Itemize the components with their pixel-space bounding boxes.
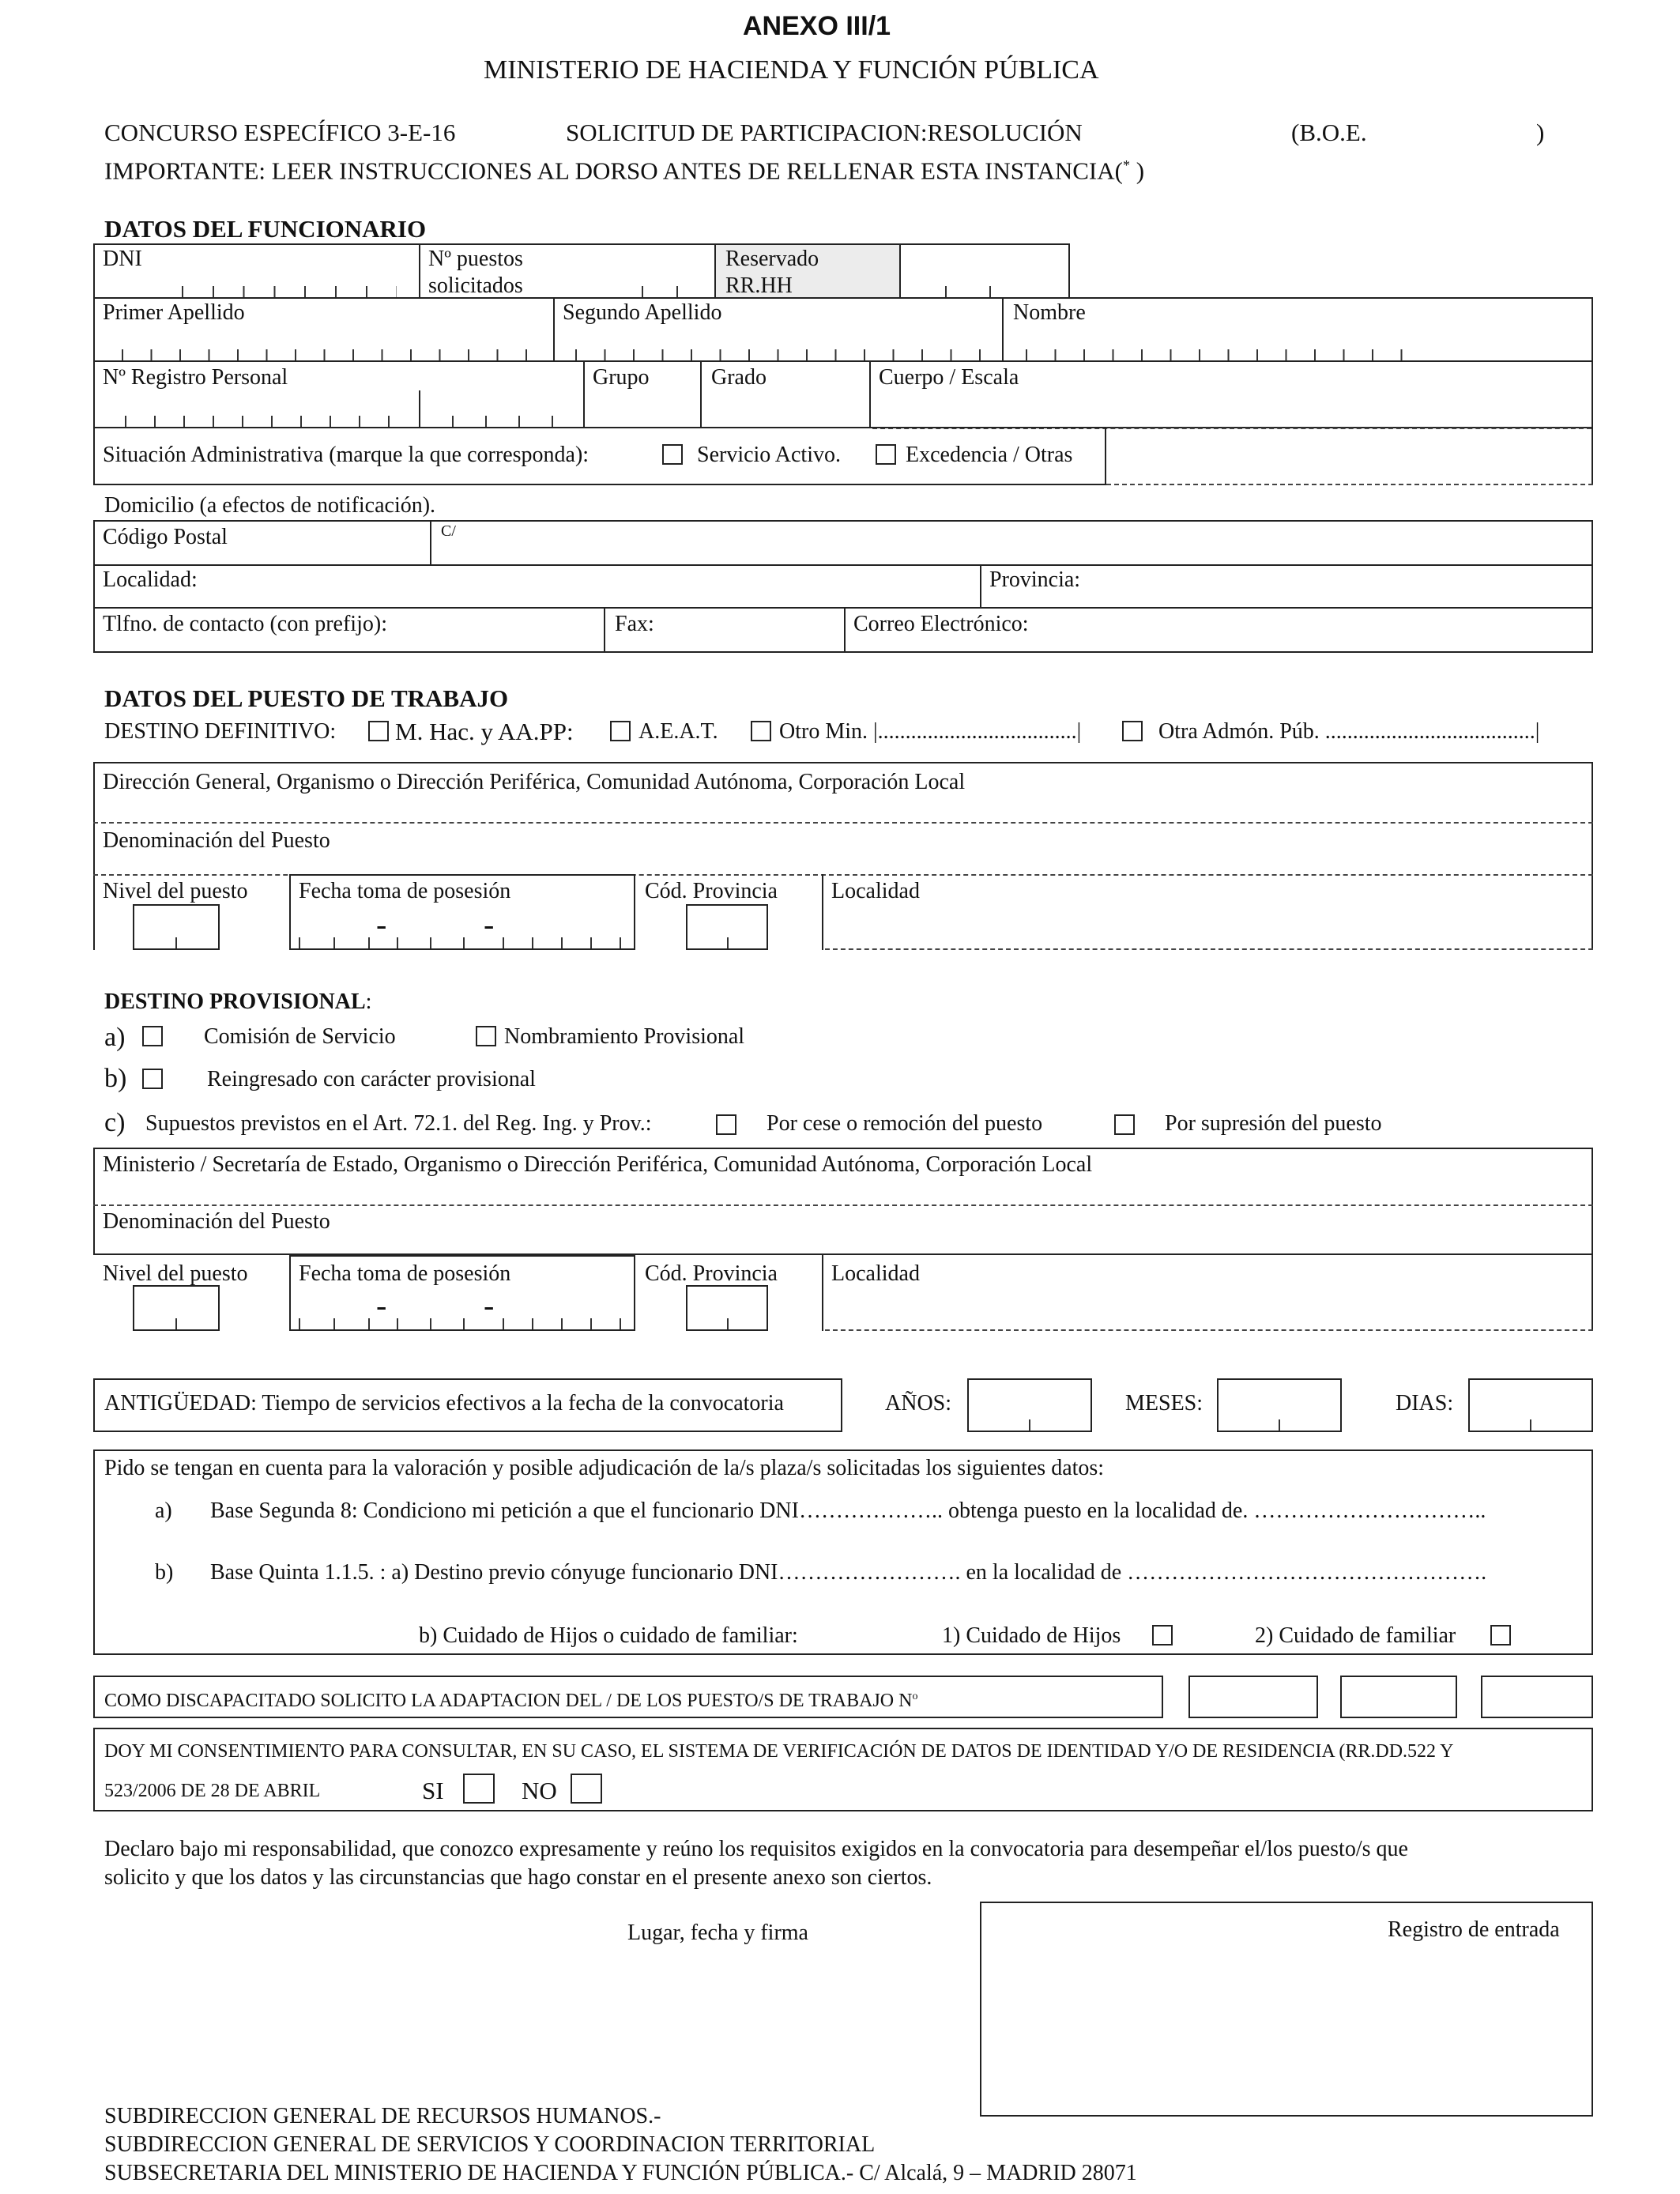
no-label: NO <box>522 1777 557 1804</box>
cuidado-hijos-checkbox[interactable] <box>1152 1625 1173 1646</box>
anos-label: AÑOS: <box>885 1391 952 1416</box>
pido-b-text: Base Quinta 1.1.5. : a) Destino previo cónyuge funcionario DNI……………………. en la localidad de …………………………………………. <box>210 1560 1487 1585</box>
fecha-sep-1: - <box>376 907 387 942</box>
dias-label: DIAS: <box>1396 1391 1454 1416</box>
option-a-label: a) <box>104 1023 126 1052</box>
reingresado-label: Reingresado con carácter provisional <box>207 1067 536 1091</box>
supuestos-label: Supuestos previstos en el Art. 72.1. del Reg. Ing. y Prov.: <box>145 1111 652 1136</box>
lugar-fecha-firma-label: Lugar, fecha y firma <box>627 1921 808 1945</box>
m-hac-label: M. Hac. y AA.PP: <box>395 718 574 745</box>
servicio-activo-label: Servicio Activo. <box>697 443 841 467</box>
registro-ticks-2[interactable] <box>452 416 555 427</box>
reingresado-checkbox[interactable] <box>142 1069 163 1089</box>
pido-a-label: a) <box>155 1498 172 1523</box>
puesto-section-title: DATOS DEL PUESTO DE TRABAJO <box>104 684 509 712</box>
nivel-puesto-label: Nivel del puesto <box>103 879 248 903</box>
registro-personal-label: Nº Registro Personal <box>103 365 288 390</box>
cuidado-familiar-label: 2) Cuidado de familiar <box>1255 1623 1456 1648</box>
consentimiento-line2: 523/2006 DE 28 DE ABRIL <box>104 1781 321 1801</box>
comision-servicio-label: Comisión de Servicio <box>204 1024 396 1049</box>
correo-label: Correo Electrónico: <box>853 612 1029 636</box>
registro-ticks[interactable] <box>125 416 409 427</box>
fecha-mes-ticks[interactable] <box>397 937 476 948</box>
meses-label: MESES: <box>1125 1391 1203 1416</box>
otro-min-checkbox[interactable] <box>751 721 771 741</box>
fecha-prov-sep-1: - <box>376 1287 387 1323</box>
option-c-label: c) <box>104 1108 126 1137</box>
excedencia-label: Excedencia / Otras <box>906 443 1073 467</box>
localidad-provisional-label: Localidad <box>831 1261 920 1286</box>
cuidado-label: b) Cuidado de Hijos o cuidado de familiar: <box>419 1623 798 1648</box>
request-label: SOLICITUD DE PARTICIPACION:RESOLUCIÓN <box>566 119 1083 146</box>
aeat-checkbox[interactable] <box>610 721 631 741</box>
por-supresion-label: Por supresión del puesto <box>1165 1111 1382 1136</box>
si-label: SI <box>422 1777 444 1804</box>
nombramiento-provisional-checkbox[interactable] <box>476 1026 496 1046</box>
localidad-puesto-label: Localidad <box>831 879 920 903</box>
cuidado-hijos-label: 1) Cuidado de Hijos <box>942 1623 1121 1648</box>
primer-apellido-label: Primer Apellido <box>103 300 245 325</box>
provincia-label: Provincia: <box>989 567 1081 592</box>
registro-entrada-label: Registro de entrada <box>1388 1917 1560 1942</box>
grupo-label: Grupo <box>593 365 650 390</box>
denominacion-provisional-label: Denominación del Puesto <box>103 1209 330 1234</box>
grado-label: Grado <box>711 365 767 390</box>
por-cese-checkbox[interactable] <box>716 1114 736 1135</box>
cod-provincia-provisional-label: Cód. Provincia <box>645 1261 778 1286</box>
puesto-n-input-3[interactable] <box>1481 1676 1593 1718</box>
fax-label: Fax: <box>615 612 654 636</box>
fecha-dia-ticks[interactable] <box>299 937 370 948</box>
consentimiento-line1: DOY MI CONSENTIMIENTO PARA CONSULTAR, EN SU CASO, EL SISTEMA DE VERIFICACIÓN DE DATOS DE IDENTIDAD Y/O DE RESIDENCIA (RR.DD.522 Y <box>104 1741 1454 1762</box>
pido-intro: Pido se tengan en cuenta para la valoración y posible adjudicación de la/s plaza/s solicitadas los siguientes datos: <box>104 1456 1105 1480</box>
reservado-label: Reservado <box>725 247 819 271</box>
fecha-sep-2: - <box>484 907 495 942</box>
direccion-general-label: Dirección General, Organismo o Dirección Periférica, Comunidad Autónoma, Corporación Local <box>103 770 966 794</box>
cuerpo-escala-label: Cuerpo / Escala <box>879 365 1019 390</box>
cod-provincia-label: Cód. Provincia <box>645 879 778 903</box>
cuidado-familiar-checkbox[interactable] <box>1490 1625 1511 1646</box>
aeat-label: A.E.A.T. <box>638 719 718 744</box>
m-hac-checkbox[interactable] <box>368 721 389 741</box>
fecha-posesion-label: Fecha toma de posesión <box>299 879 511 903</box>
servicio-activo-checkbox[interactable] <box>662 444 683 465</box>
excedencia-checkbox[interactable] <box>876 444 896 465</box>
provisional-section-title: DESTINO PROVISIONAL: <box>104 990 372 1014</box>
fecha-prov-sep-2: - <box>484 1287 495 1323</box>
segundo-apellido-ticks[interactable] <box>575 349 994 360</box>
solicitados-label: solicitados <box>428 273 523 298</box>
fecha-prov-dia-ticks[interactable] <box>299 1318 370 1329</box>
footer-line2: SUBDIRECCION GENERAL DE SERVICIOS Y COORDINACION TERRITORIAL <box>104 2132 876 2157</box>
otra-admon-label: Otra Admón. Púb. ......................................| <box>1158 719 1540 744</box>
n-puestos-label: Nº puestos <box>428 247 523 271</box>
comision-servicio-checkbox[interactable] <box>142 1026 163 1046</box>
discapacitado-label: COMO DISCAPACITADO SOLICITO LA ADAPTACION DEL / DE LOS PUESTO/S DE TRABAJO $N^o$ <box>104 1691 918 1711</box>
por-cese-label: Por cese o remoción del puesto <box>767 1111 1043 1136</box>
nombre-label: Nombre <box>1013 300 1086 325</box>
situacion-label: Situación Administrativa (marque la que corresponda): <box>103 443 590 467</box>
footer-line3: SUBSECRETARIA DEL MINISTERIO DE HACIENDA Y FUNCIÓN PÚBLICA.- C/ Alcalá, 9 – MADRID 28071 <box>104 2161 1137 2185</box>
otra-admon-checkbox[interactable] <box>1122 721 1143 741</box>
declaro-line2: solicito y que los datos y las circunstancias que hago constar en el presente anexo son ciertos. <box>104 1865 932 1890</box>
ministry-title: MINISTERIO DE HACIENDA Y FUNCIÓN PÚBLICA <box>484 55 1099 85</box>
calle-label: C/ <box>441 522 456 540</box>
ministerio-label: Ministerio / Secretaría de Estado, Organismo o Dirección Periférica, Comunidad Autónoma, Corporación Local <box>103 1152 1093 1177</box>
footer-line1: SUBDIRECCION GENERAL DE RECURSOS HUMANOS.- <box>104 2104 661 2128</box>
important-notice: IMPORTANTE: LEER INSTRUCCIONES AL DORSO ANTES DE RELLENAR ESTA INSTANCIA(* ) <box>104 156 1145 185</box>
codigo-postal-label: Código Postal <box>103 525 228 549</box>
puesto-n-input-2[interactable] <box>1340 1676 1457 1718</box>
pido-b-label: b) <box>155 1560 174 1585</box>
localidad-label: Localidad: <box>103 567 198 592</box>
primer-apellido-ticks[interactable] <box>122 349 541 360</box>
boe-label: (B.O.E. <box>1291 119 1367 146</box>
dni-label: DNI <box>103 247 142 271</box>
rrhh-label: RR.HH <box>725 273 793 298</box>
fecha-provisional-label: Fecha toma de posesión <box>299 1261 511 1286</box>
option-b-label: b) <box>104 1064 127 1093</box>
otro-min-label: Otro Min. |....................................| <box>779 719 1082 744</box>
fecha-prov-mes-ticks[interactable] <box>397 1318 476 1329</box>
pido-a-text: Base Segunda 8: Condiciono mi petición a que el funcionario DNI……………….. obtenga puesto en la localidad de. ………………………….. <box>210 1498 1486 1523</box>
denominacion-label: Denominación del Puesto <box>103 828 330 853</box>
antiguedad-label: ANTIGÜEDAD: Tiempo de servicios efectivos a la fecha de la convocatoria <box>104 1391 784 1416</box>
destino-definitivo-label: DESTINO DEFINITIVO: <box>104 719 337 744</box>
domicilio-label: Domicilio (a efectos de notificación). <box>104 493 436 518</box>
no-checkbox[interactable] <box>571 1774 602 1804</box>
puesto-n-input-1[interactable] <box>1188 1676 1318 1718</box>
dni-input-ticks[interactable] <box>182 286 397 297</box>
declaro-line1: Declaro bajo mi responsabilidad, que conozco expresamente y reúno los requisitos exigidos en la convocatoria para desempeñar el/los puesto/s que <box>104 1837 1408 1861</box>
nombre-ticks[interactable] <box>1026 349 1413 360</box>
nombramiento-provisional-label: Nombramiento Provisional <box>504 1024 745 1049</box>
segundo-apellido-label: Segundo Apellido <box>563 300 722 325</box>
fecha-prov-ano-ticks[interactable] <box>503 1318 621 1329</box>
fecha-ano-ticks[interactable] <box>503 937 621 948</box>
funcionario-section-title: DATOS DEL FUNCIONARIO <box>104 215 427 243</box>
annex-title: ANEXO III/1 <box>743 11 891 41</box>
por-supresion-checkbox[interactable] <box>1114 1114 1135 1135</box>
nivel-provisional-label: Nivel del puesto <box>103 1261 248 1286</box>
telefono-label: Tlfno. de contacto (con prefijo): <box>103 612 387 636</box>
boe-close: ) <box>1536 119 1545 146</box>
si-checkbox[interactable] <box>463 1774 495 1804</box>
contest-label: CONCURSO ESPECÍFICO 3-E-16 <box>104 119 456 146</box>
